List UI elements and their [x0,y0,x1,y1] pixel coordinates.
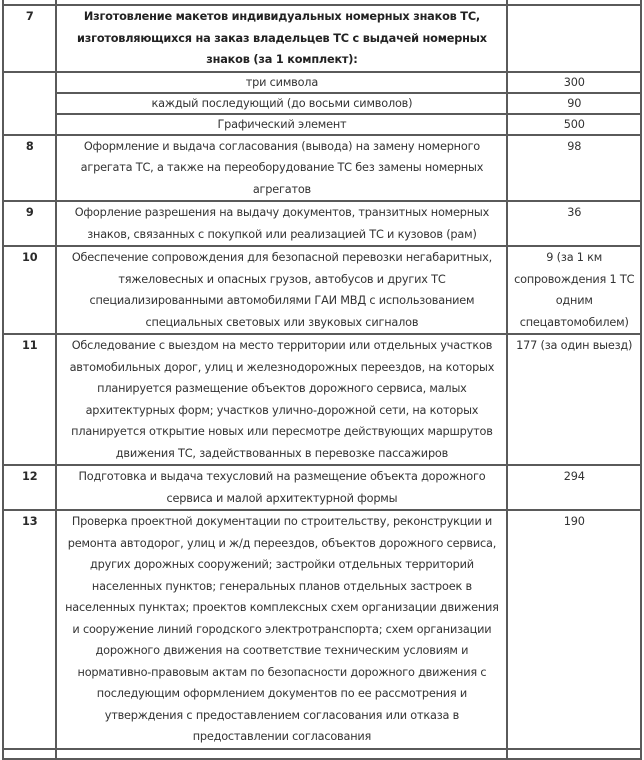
table-row [3,135,641,202]
row-number-cell-empty [3,72,56,135]
table-row [3,465,641,510]
service-description: Проверка проектной документации по строительству, реконструкции и ремонта автодорог, улиц и ж/д переездов, объектов дорожного сервиса, других дорожных сооружений; застройки отдельных территорий населенных пунктов; генеральных планов отдельных застроек в населенных пунктах; проектов комплексных схем организации движения и сооружение линий городского электротранспорта; схем организации дорожного движения на соответствие техническим условиям и нормативно-правовым актам по безопасности дорожного движения с последующим оформлением документов по ее рассмотрения и утверждения с предоставлением согласования или отказа в предоставлении согласования [56,510,507,749]
service-description: Обеспечение сопровождения для безопасной перевозки негабаритных, тяжеловесных и опасных грузов, автобусов и других ТС специализированными автомобилями ГАИ МВД с использованием специальных световых или звуковых сигналов [56,246,507,334]
service-description: Офорление разрешения на выдачу документов, транзитных номерных знаков, связанных с покупкой или реализацией ТС и кузовов (рам) [56,201,507,246]
service-description: Подготовка и выдача техусловий на размещение объекта дорожного сервиса и малой архитектурной формы [56,465,507,510]
table-row [3,201,641,246]
table-row-next [3,749,641,759]
service-price: 9 (за 1 км сопровождения 1 ТС одним спецавтомобилем) [507,246,641,334]
service-price: 177 (за один выезд) [507,334,641,465]
row-number: 12 [3,465,56,510]
sub-item-price: 300 [507,72,641,93]
table-row [3,334,641,465]
sub-item-description: Графический элемент [56,114,507,135]
description-cell [56,749,507,759]
fees-table [2,0,642,760]
table-subrow [3,114,641,135]
sub-item-description: каждый последующий (до восьми символов) [56,93,507,114]
row-number: 8 [3,135,56,202]
price-cell [507,749,641,759]
service-price: 190 [507,510,641,749]
service-group-title: Изготовление макетов индивидуальных номерных знаков ТС, изготовляющихся на заказ владельцев ТС с выдачей номерных знаков (за 1 комплект): [56,5,507,72]
sub-item-price: 500 [507,114,641,135]
service-description: Оформление и выдача согласования (вывода) на замену номерного агрегата ТС, а также на переоборудование ТС без замены номерных агрегатов [56,135,507,202]
row-number: 11 [3,334,56,465]
table-subrow [3,93,641,114]
row-number-cell [3,749,56,759]
row-number: 10 [3,246,56,334]
service-description: Обследование с выездом на место территории или отдельных участков автомобильных дорог, улиц и железнодорожных переездов, на которых планируется размещение объектов дорожного сервиса, малых архитектурных форм; участков улично-дорожной сети, на которых планируется открытие новых или пересмотре действующих маршрутов движения ТС, задействованных в перевозке пассажиров [56,334,507,465]
table-subrow [3,72,641,93]
price-cell [507,5,641,72]
table-row [3,510,641,749]
sub-item-price: 90 [507,93,641,114]
row-number: 7 [3,5,56,72]
service-price: 98 [507,135,641,202]
service-price: 36 [507,201,641,246]
row-number: 9 [3,201,56,246]
sub-item-description: три символа [56,72,507,93]
row-number: 13 [3,510,56,749]
table-row [3,246,641,334]
table-row [3,5,641,72]
service-price: 294 [507,465,641,510]
